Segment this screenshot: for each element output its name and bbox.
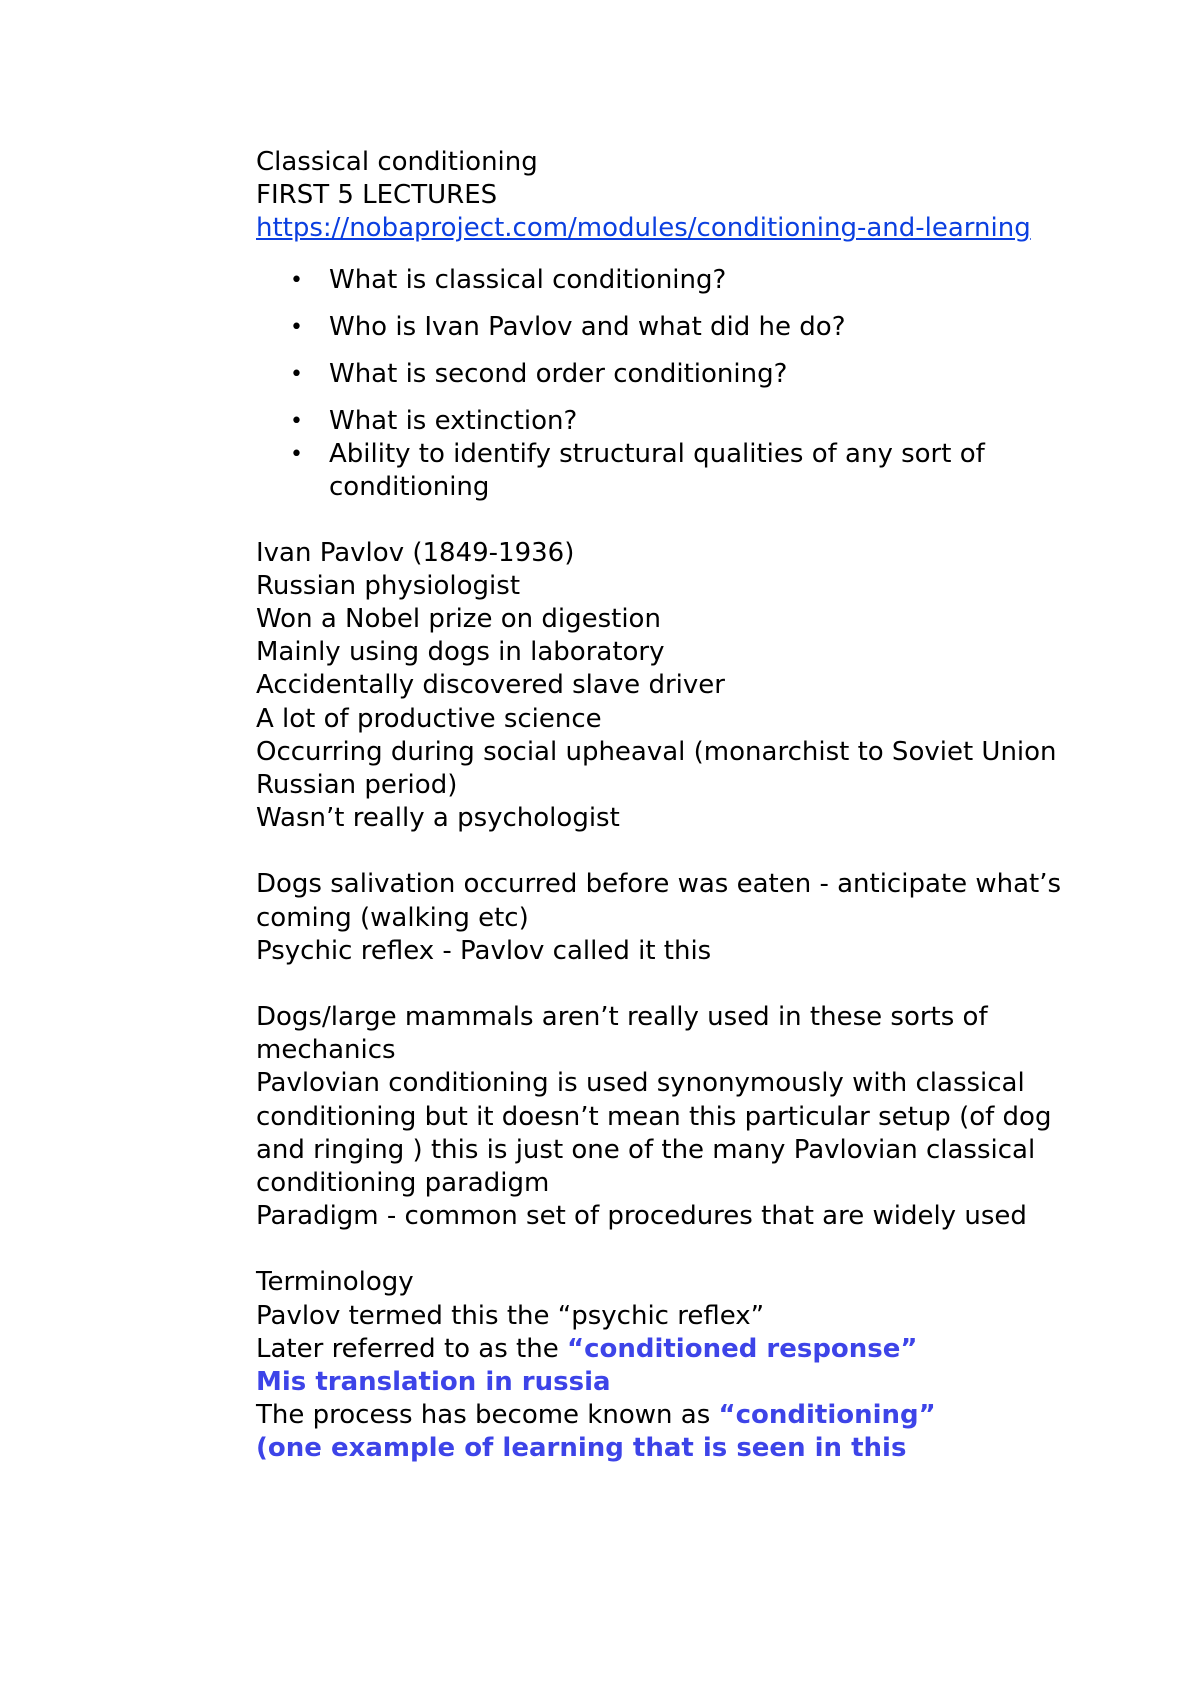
highlighted-term: “conditioned response” <box>566 1333 918 1364</box>
spacer <box>256 968 1076 1001</box>
list-item-text: Ability to identify structural qualities of any sort of conditioning <box>329 438 985 502</box>
paragraph-line: A lot of productive science <box>256 703 602 734</box>
highlighted-term: “conditioning” <box>718 1400 936 1431</box>
text-run: The process has become known as <box>256 1400 719 1431</box>
paragraph-line: Mainly using dogs in laboratory <box>256 637 665 668</box>
paragraph-line: Paradigm - common set of procedures that are widely used <box>256 1201 1027 1232</box>
paragraph-line: Russian physiologist <box>256 570 521 601</box>
highlighted-line: (one example of learning that is seen in this <box>256 1433 907 1464</box>
list-item <box>256 264 1076 297</box>
bullet-icon: • <box>290 361 303 387</box>
section-heading: Terminology <box>256 1267 414 1298</box>
terminology-section <box>256 1266 1076 1465</box>
list-item <box>256 311 1076 344</box>
highlighted-line: Mis translation in russia <box>256 1367 611 1398</box>
paragraph-line: Ivan Pavlov (1849-1936) <box>256 537 575 568</box>
bullet-icon: • <box>290 314 303 340</box>
paragraph-line: Occurring during social upheaval (monarchist to Soviet Union Russian period) <box>256 736 1057 801</box>
list-item-text: Who is Ivan Pavlov and what did he do? <box>329 311 846 342</box>
text-run: Later referred to as the <box>256 1333 567 1364</box>
paragraph-line: Dogs salivation occurred before was eaten - anticipate what’s coming (walking etc) <box>256 869 1062 933</box>
bullet-icon: • <box>290 408 303 434</box>
list-item-text: What is extinction? <box>329 405 578 436</box>
spacer <box>256 835 1076 868</box>
pavlov-section <box>256 537 1076 836</box>
document-title: Classical conditioning <box>256 147 538 177</box>
paragraph-line: Pavlovian conditioning is used synonymously with classical conditioning but it doesn’t mean this particular setup (of dog and ringing ) this is just one of the many Pavlovian classical conditioning paradigm <box>256 1068 1052 1199</box>
reference-link-line <box>256 212 1076 245</box>
document-subtitle: FIRST 5 LECTURES <box>256 180 498 211</box>
paragraph-line: Won a Nobel prize on digestion <box>256 604 661 635</box>
paradigm-section <box>256 1001 1076 1233</box>
bullet-icon: • <box>290 441 303 467</box>
list-item <box>256 358 1076 391</box>
list-item <box>256 438 1076 504</box>
document-body <box>256 146 1076 1466</box>
reference-link[interactable]: https://nobaproject.com/modules/conditioning-and-learning <box>256 213 1031 244</box>
bullet-icon: • <box>290 267 303 293</box>
paragraph-line: Psychic reflex - Pavlov called it this <box>256 935 712 966</box>
spacer <box>256 1233 1076 1266</box>
list-item-text: What is second order conditioning? <box>329 358 788 389</box>
list-item <box>256 405 1076 438</box>
spacer <box>256 504 1076 537</box>
salivation-section <box>256 868 1076 968</box>
paragraph-line: Dogs/large mammals aren’t really used in these sorts of mechanics <box>256 1002 988 1066</box>
paragraph-line: Wasn’t really a psychologist <box>256 803 620 834</box>
paragraph-line <box>256 1399 1076 1432</box>
paragraph-line <box>256 1333 1076 1366</box>
question-list <box>256 264 1076 504</box>
list-item-text: What is classical conditioning? <box>329 264 727 295</box>
paragraph-line: Pavlov termed this the “psychic reflex” <box>256 1300 765 1331</box>
paragraph-line: Accidentally discovered slave driver <box>256 670 725 701</box>
